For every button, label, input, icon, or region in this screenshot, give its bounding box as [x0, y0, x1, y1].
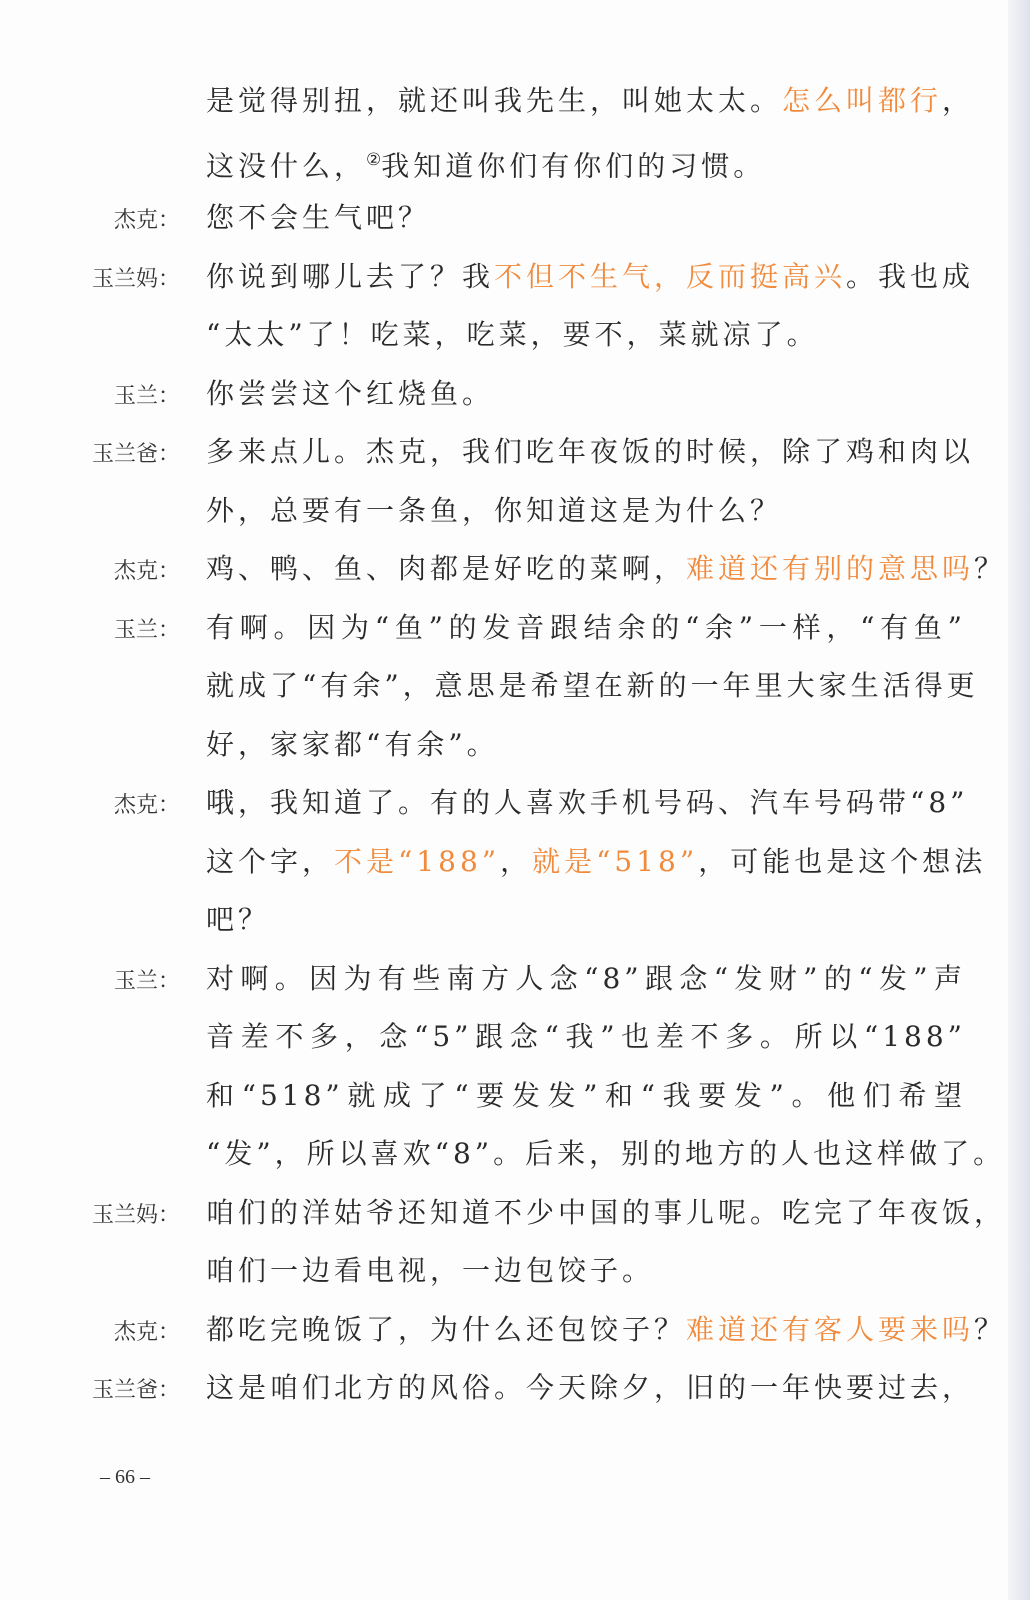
text-segment: ，可能也是这个想法	[698, 844, 987, 878]
text-line	[206, 716, 966, 775]
text-line	[206, 891, 966, 950]
text-segment: 鸡、鸭、鱼、肉都是好吃的菜啊，	[206, 552, 687, 585]
highlighted-phrase: 不但不生气，反而挺高兴	[494, 259, 847, 293]
speaker-label: 杰克：	[113, 1319, 180, 1345]
text-line	[206, 599, 966, 658]
text-segment: 音差不多，念“5”跟念“我”也差不多。所以“188”	[206, 1020, 966, 1053]
text-segment: 我知道你们有你们的习惯。	[381, 148, 766, 182]
text-segment: 好，家家都“有余”。	[206, 727, 499, 761]
page-number: – 66 –	[100, 1466, 150, 1488]
text-segment: ？	[974, 552, 1007, 585]
text-line	[206, 365, 966, 424]
text-segment: 这没什么，	[206, 148, 367, 182]
highlighted-phrase: 难道还有别的意思吗	[686, 552, 975, 585]
dialogue-entry	[0, 1301, 1007, 1360]
text-segment: 哦，我知道了。有的人喜欢手机号码、汽车号码带“8”	[206, 786, 969, 819]
dialogue-entry	[0, 248, 1000, 365]
text-line	[206, 950, 966, 1009]
text-line	[206, 248, 975, 307]
text-segment: 对啊。因为有些南方人念“8”跟念“发财”的“发”声	[206, 961, 966, 995]
text-line	[206, 1067, 966, 1126]
highlighted-phrase: 就是“518”	[532, 844, 699, 878]
text-segment: 有啊。因为“鱼”的发音跟结余的“余”一样，“有鱼”	[206, 610, 966, 644]
text-line	[206, 189, 966, 248]
text-line	[206, 833, 987, 892]
text-line	[206, 482, 966, 541]
text-line	[206, 131, 966, 190]
speaker-label: 玉兰：	[113, 968, 180, 994]
speaker-label: 玉兰爸：	[91, 442, 180, 467]
text-line	[206, 1184, 1007, 1243]
dialogue-entry	[0, 774, 1000, 950]
text-line	[206, 1125, 1006, 1184]
text-segment: 这是咱们北方的风俗。今天除夕，旧的一年快要过去，	[206, 1371, 975, 1404]
speaker-label: 玉兰：	[113, 383, 180, 409]
text-segment: ？	[974, 1312, 1007, 1346]
dialogue-entry	[0, 540, 1007, 599]
dialogue-entry	[0, 599, 1000, 775]
text-segment: ，	[942, 84, 975, 117]
text-line	[206, 1242, 966, 1301]
text-line	[206, 72, 975, 131]
page-edge-shadow	[1008, 0, 1030, 1600]
text-line	[206, 540, 1007, 599]
text-segment: 这个字，	[206, 844, 335, 878]
highlighted-phrase: 难道还有客人要来吗	[686, 1312, 975, 1346]
text-line	[206, 1359, 975, 1418]
speaker-label: 玉兰妈：	[91, 266, 180, 292]
dialogue-entry	[0, 365, 1000, 424]
text-segment: 是觉得别扭，就还叫我先生，叫她太太。	[206, 84, 783, 117]
dialogue-entry	[0, 950, 1006, 1184]
footnote-marker: ②	[366, 149, 382, 170]
highlighted-phrase: 怎么叫都行	[782, 84, 943, 117]
text-segment: 你尝尝这个红烧鱼。	[206, 376, 495, 410]
text-line	[206, 423, 975, 482]
speaker-label: 杰克：	[113, 559, 180, 584]
text-segment: 外，总要有一条鱼，你知道这是为什么？	[206, 493, 783, 527]
text-segment: ，	[500, 844, 533, 878]
dialogue-text	[0, 72, 1007, 1418]
dialogue-entry	[0, 1184, 1007, 1301]
dialogue-entry	[0, 189, 1000, 248]
text-segment: 。我也成	[846, 259, 975, 293]
text-segment: 吧？	[206, 903, 271, 936]
text-segment: 您不会生气吧？	[206, 201, 431, 234]
speaker-label: 玉兰爸：	[91, 1378, 180, 1403]
text-segment: 咱们一边看电视，一边包饺子。	[206, 1254, 655, 1287]
dialogue-entry	[0, 72, 1000, 189]
speaker-label: 玉兰：	[113, 617, 180, 643]
text-segment: 和“518”就成了“要发发”和“我要发”。他们希望	[206, 1078, 966, 1112]
text-segment: “太太”了！吃菜，吃菜，要不，菜就凉了。	[206, 318, 819, 351]
text-segment: 多来点儿。杰克，我们吃年夜饭的时候，除了鸡和肉以	[206, 435, 975, 468]
highlighted-phrase: 不是“188”	[334, 844, 501, 878]
text-segment: “发”，所以喜欢“8”。后来，别的地方的人也这样做了。	[206, 1137, 1006, 1170]
text-line	[206, 1301, 1007, 1360]
speaker-label: 杰克：	[113, 208, 180, 233]
text-line	[206, 1008, 966, 1067]
speaker-label: 杰克：	[113, 793, 180, 818]
text-segment: 都吃完晚饭了，为什么还包饺子？	[206, 1312, 687, 1346]
text-line	[206, 306, 966, 365]
dialogue-entry	[0, 1359, 1000, 1418]
text-segment: 咱们的洋姑爷还知道不少中国的事儿呢。吃完了年夜饭，	[206, 1195, 1007, 1229]
text-segment: 就成了“有余”，意思是希望在新的一年里大家生活得更	[206, 669, 979, 702]
text-line	[206, 657, 979, 716]
text-segment: 你说到哪儿去了？我	[206, 259, 495, 293]
text-line	[206, 774, 969, 833]
speaker-label: 玉兰妈：	[91, 1202, 180, 1228]
dialogue-entry	[0, 423, 1000, 540]
